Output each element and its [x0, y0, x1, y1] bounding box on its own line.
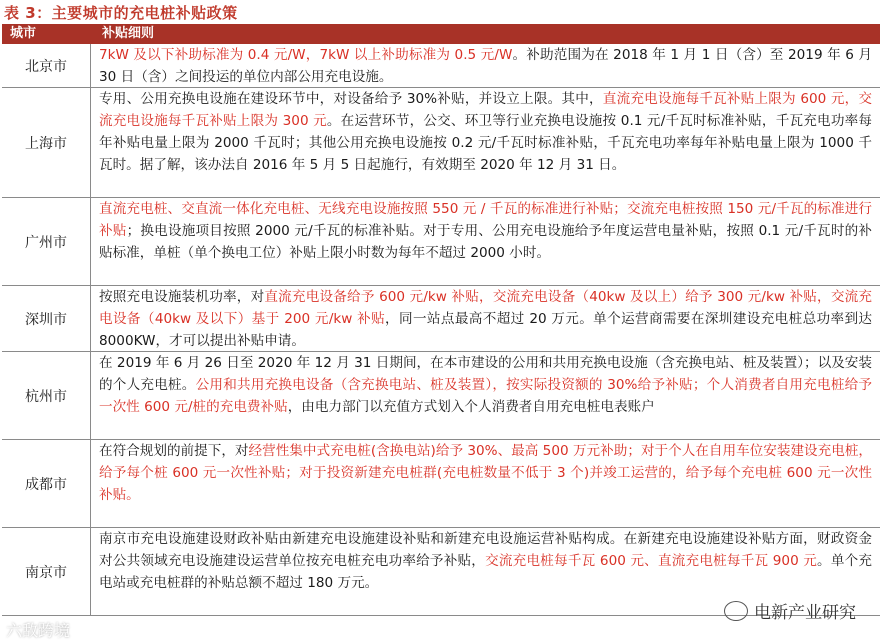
table-row	[2, 88, 880, 198]
row-detail	[91, 44, 880, 87]
row-city: 上海市	[2, 88, 91, 197]
highlight-text: 直流充电设施每千瓦补贴上限为 600 元，交流充电设施每千瓦补贴上限为 300 元	[99, 91, 872, 129]
header-city: 城市	[10, 26, 37, 41]
row-city: 杭州市	[2, 352, 91, 439]
detail-text: 南京市充电设施建设财政补贴由新建充电设施建设补贴和新建充电设施运营补贴构成。在新建充电设施建设补贴方面，财政资金对公共领域充电设施建设运营单位按充电桩充电功率给予补贴，	[99, 531, 872, 569]
highlight-text: 经营性集中式充电桩(含换电站)给予 30%、最高 500 万元补助；对于个人在自用车位安装建设充电桩，给予每个桩 600 元一次性补贴；对于投资新建充电桩群(充电桩数量不低于 3 个)并竣工运营的，给予每个充电桩 600 元一次性补贴。	[99, 443, 873, 503]
detail-text: ；换电设施项目按照 2000 元/千瓦的标准补贴。对于专用、公用充电设施给予年度运营电量补贴，按照 0.1 元/千瓦时的补贴标准，单桩（单个换电工位）补贴上限小时数为每年不超过 2000 小时。	[99, 223, 873, 261]
highlight-text: 直流充电桩、交直流一体化充电桩、无线充电设施按照 550 元 / 千瓦的标准进行补贴；交流充电桩按照 150 元/千瓦的标准进行补贴	[99, 201, 872, 239]
wechat-icon	[724, 601, 748, 621]
detail-text: 。补助范围为在 2018 年 1 月 1 日（含）至 2019 年 6 月 30 日（含）之间投运的单位内部公用充电设施。	[99, 47, 872, 85]
watermark-right-text: 电新产业研究	[754, 603, 856, 623]
highlight-text: 公用和共用充换电设备（含充换电站、桩及装置），按实际投资额的 30%给予补贴；个人消费者自用充电桩给予一次性 600 元/桩的充电费补贴	[99, 377, 873, 415]
row-detail	[91, 352, 880, 439]
row-city: 深圳市	[2, 286, 91, 351]
detail-text: 。在运营环节，公交、环卫等行业充换电设施按 0.1 元/千瓦时标准补贴，千瓦充电功率每年补贴电量上限为 2000 千瓦时；其他公用充换电设施按 0.2 元/千瓦时标准补贴，千瓦充电功率每年补贴电量上限为 1000 千瓦时。据了解，该办法自 2016 年 5 月 5 日起施行，有效期至 2020 年 12 月 31 日。	[99, 113, 872, 173]
table-header	[2, 24, 880, 44]
table-row	[2, 44, 880, 88]
highlight-text: 交流充电桩每千瓦 600 元、直流充电桩每千瓦 900 元	[485, 553, 818, 569]
table-row	[2, 286, 880, 352]
table-row	[2, 352, 880, 440]
detail-text: ，同一站点最高不超过 20 万元。单个运营商需要在深圳建设充电桩总功率到达 8000KW，才可以提出补贴申请。	[99, 311, 872, 349]
table-row	[2, 198, 880, 286]
subsidy-table	[2, 24, 880, 616]
row-detail	[91, 198, 880, 285]
row-city: 广州市	[2, 198, 91, 285]
row-city: 南京市	[2, 528, 91, 615]
row-detail	[91, 88, 880, 197]
table-row	[2, 440, 880, 528]
watermark-left: 六敌跨境	[6, 621, 71, 640]
row-detail	[91, 440, 880, 527]
detail-text: 。单个充电站或充电桩群的补贴总额不超过 180 万元。	[99, 553, 873, 591]
table-title: 表 3：主要城市的充电桩补贴政策	[4, 4, 238, 22]
highlight-text: 7kW 及以下补助标准为 0.4 元/W，7kW 以上补助标准为 0.5 元/W	[99, 47, 513, 63]
row-city: 成都市	[2, 440, 91, 527]
highlight-text: 直流充电设备给予 600 元/kw 补贴，交流充电设备（40kw 及以上）给予 300 元/kw 补贴，交流充电设备（40kw 及以下）基于 200 元/kw 补贴	[99, 289, 872, 327]
row-detail	[91, 286, 880, 351]
detail-text: 在 2019 年 6 月 26 日至 2020 年 12 月 31 日期间，在本市建设的公用和共用充换电设施（含充换电站、桩及装置）；以及安装的个人充电桩。	[99, 355, 872, 393]
row-city: 北京市	[2, 44, 91, 87]
detail-text: 按照充电设施装机功率，对	[99, 289, 265, 305]
detail-text: 在符合规划的前提下，对	[99, 443, 249, 459]
watermark-right	[724, 598, 856, 623]
detail-text: ，由电力部门以充值方式划入个人消费者自用充电桩电表账户	[287, 399, 655, 415]
detail-text: 专用、公用充换电设施在建设环节中，对设备给予 30%补贴，并设立上限。其中，	[99, 91, 603, 107]
header-detail: 补贴细则	[102, 26, 155, 41]
